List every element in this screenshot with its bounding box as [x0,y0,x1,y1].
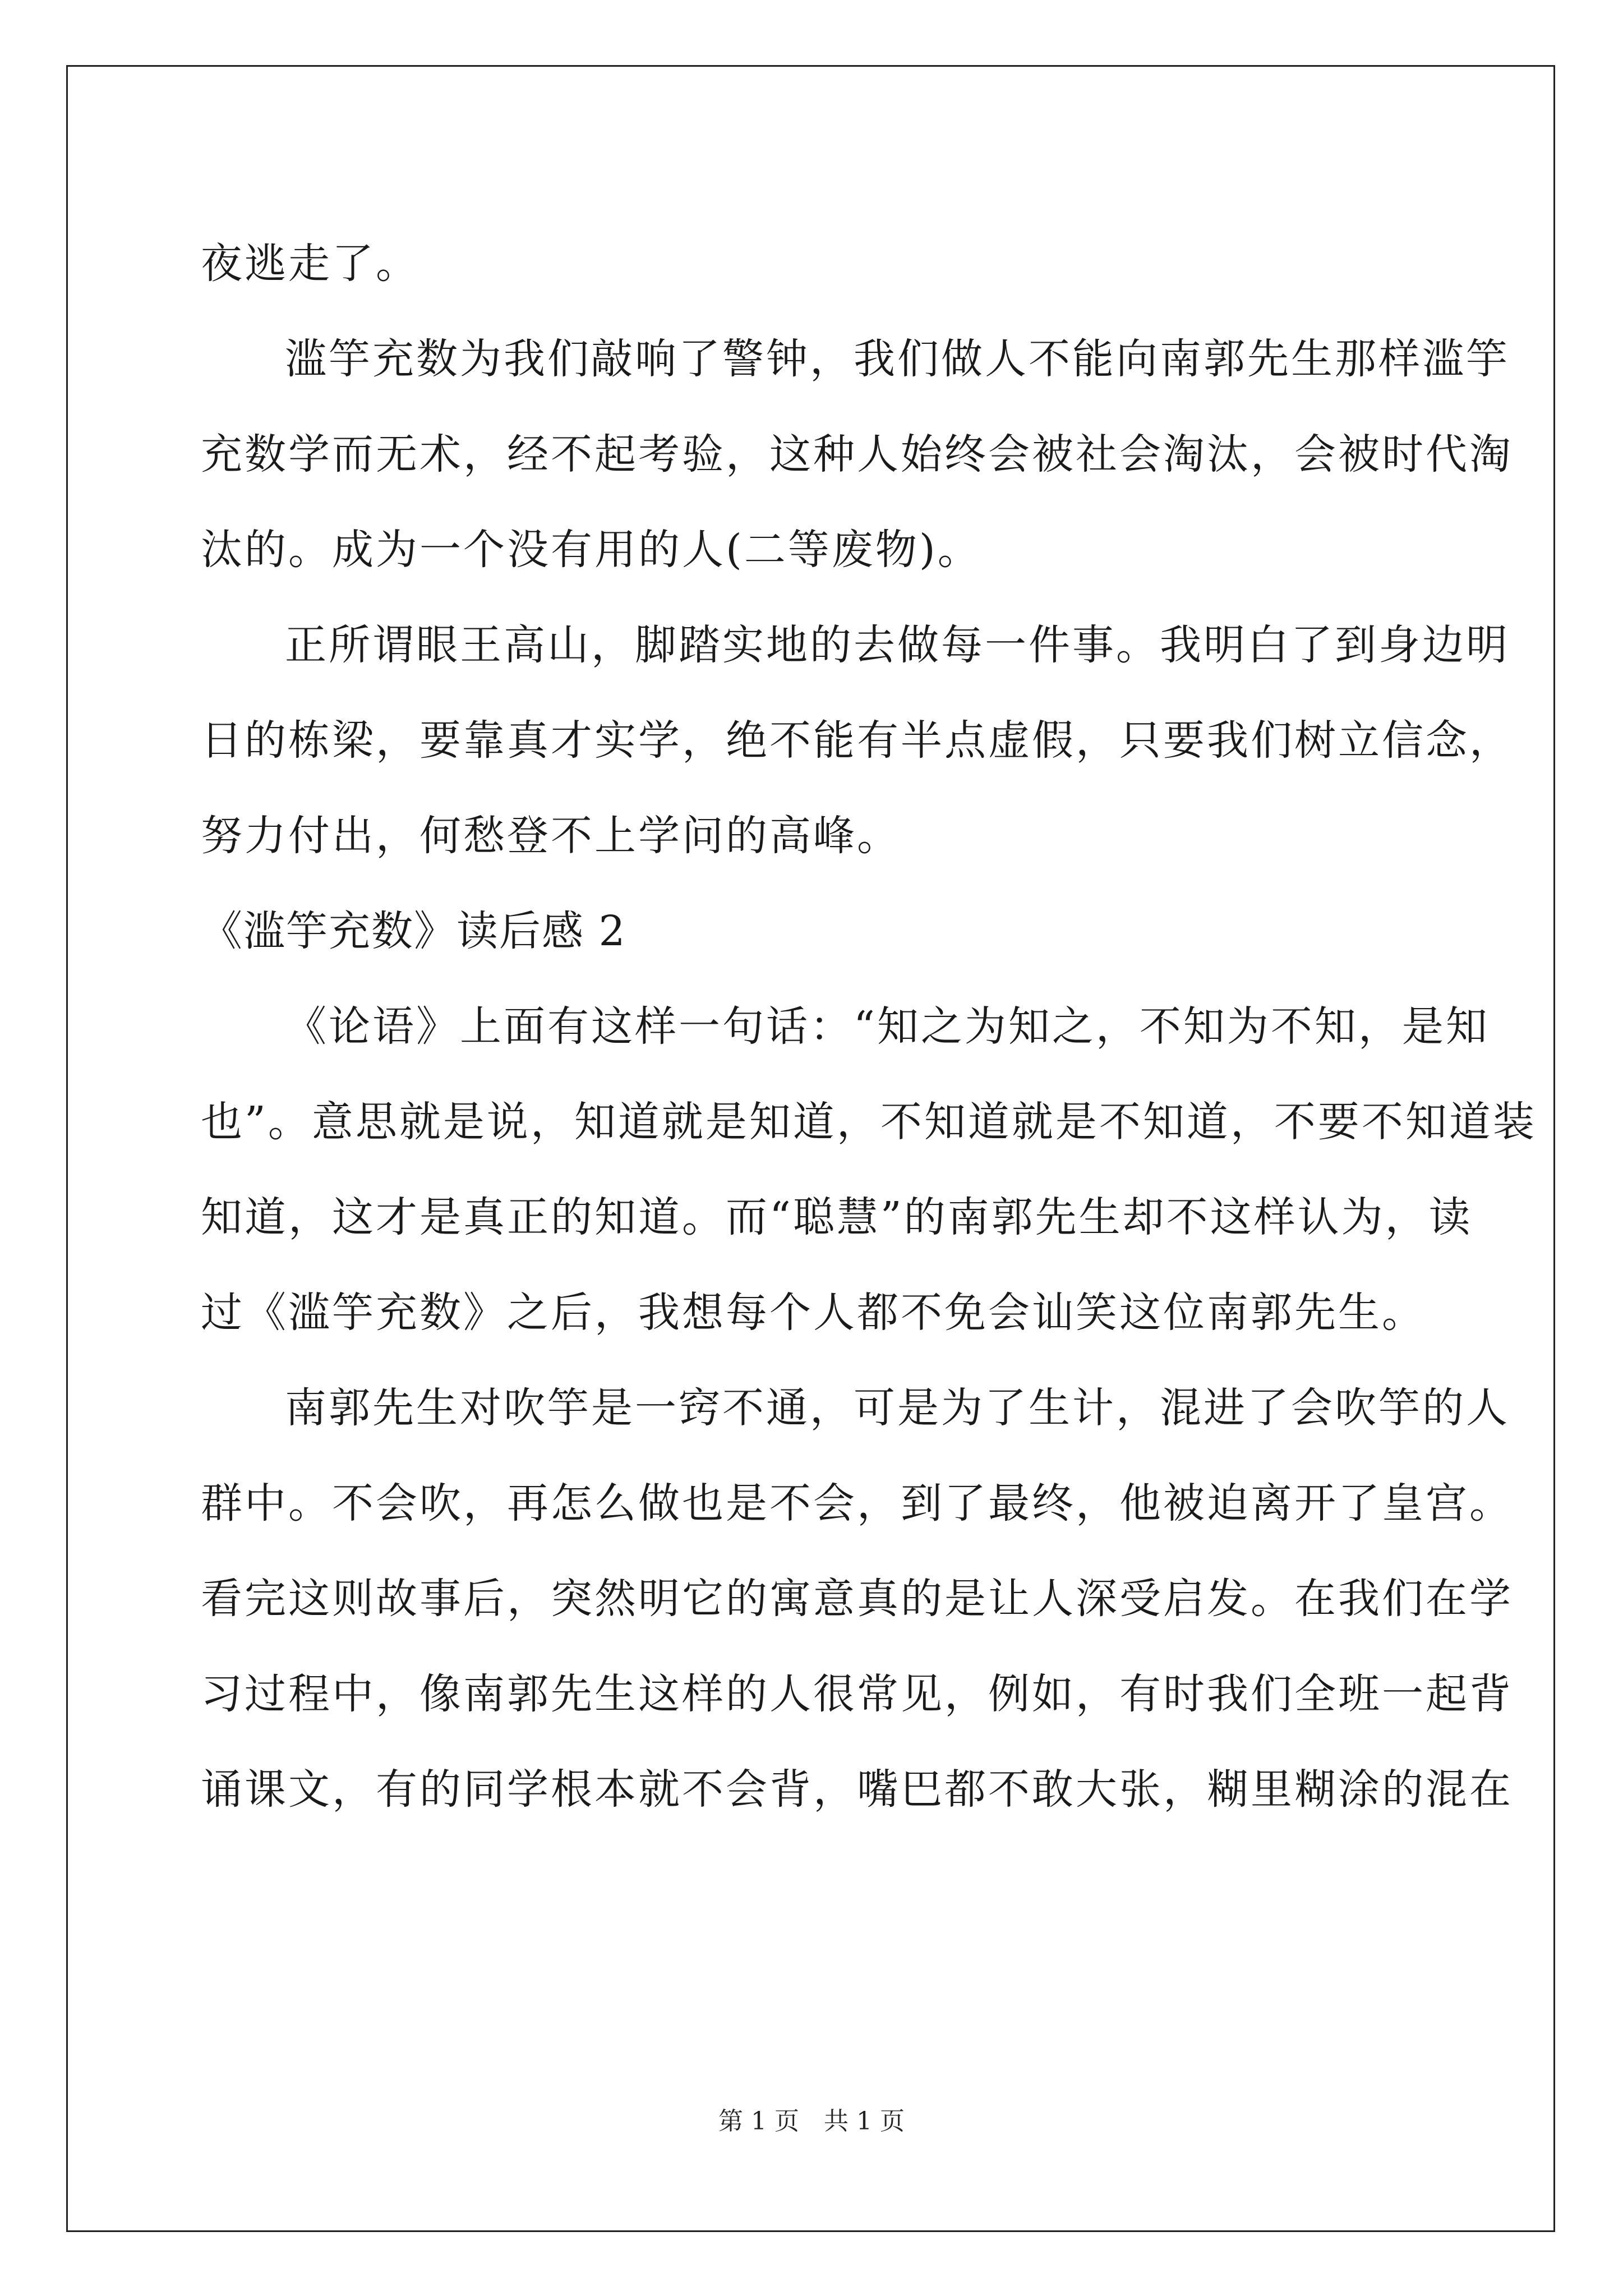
section-heading: 《滥竽充数》读后感 2 [201,907,626,955]
text-line: 日的栋梁，要靠真才实学，绝不能有半点虚假，只要我们树立信念， [201,716,1513,765]
paragraph-start-line: 正所谓眼王高山，脚踏实地的去做每一件事。我明白了到身边明 [285,621,1510,669]
text-line: 知道，这才是真正的知道。而“聪慧”的南郭先生却不这样认为，读 [201,1193,1473,1241]
paragraph-start-line: 《论语》上面有这样一句话：“知之为知之，不知为不知，是知 [285,1002,1490,1051]
text-line: 习过程中，像南郭先生这样的人很常见，例如，有时我们全班一起背 [201,1670,1513,1718]
text-line: 努力付出，何愁登不上学问的高峰。 [201,812,901,860]
text-line: 群中。不会吹，再怎么做也是不会，到了最终，他被迫离开了皇宫。 [201,1479,1513,1527]
paragraph-start-line: 南郭先生对吹竽是一窍不通，可是为了生计，混进了会吹竽的人 [285,1384,1510,1432]
text-line: 夜逃走了。 [201,240,419,288]
text-line: 看完这则故事后，突然明它的寓意真的是让人深受启发。在我们在学 [201,1575,1513,1623]
text-line: 也”。意思就是说，知道就是知道，不知道就是不知道，不要不知道装 [201,1098,1537,1146]
document-body [201,216,1537,1837]
text-line: 过《滥竽充数》之后，我想每个人都不免会讪笑这位南郭先生。 [201,1289,1426,1337]
paragraph-start-line: 滥竽充数为我们敲响了警钟，我们做人不能向南郭先生那样滥竽 [285,335,1510,383]
page-number-footer: 第 1 页 共 1 页 [718,2107,905,2136]
text-line: 汰的。成为一个没有用的人(二等废物)。 [201,526,981,574]
text-line: 诵课文，有的同学根本就不会背，嘴巴都不敢大张，糊里糊涂的混在 [201,1765,1513,1814]
text-line: 充数学而无术，经不起考验，这种人始终会被社会淘汰，会被时代淘 [201,430,1513,478]
